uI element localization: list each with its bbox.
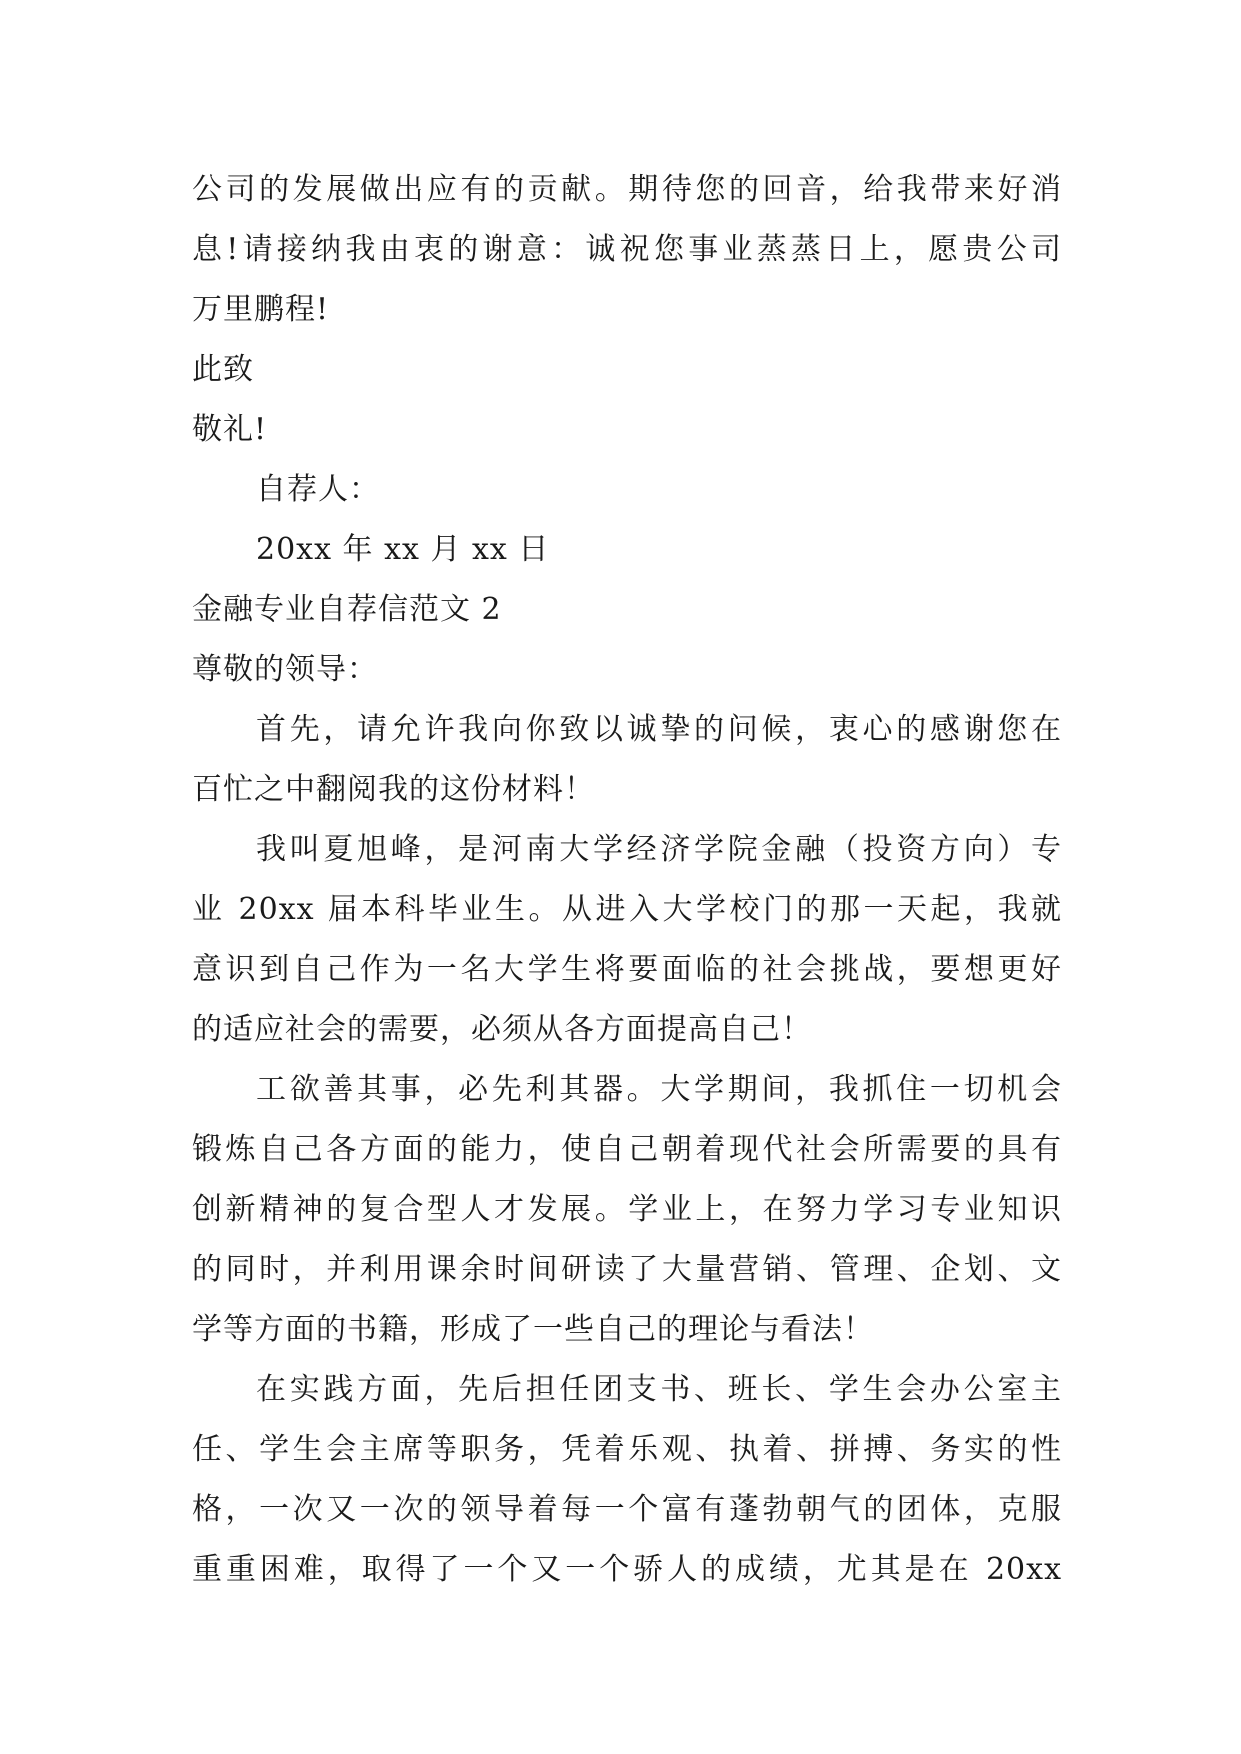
text-line: 公司的发展做出应有的贡献。期待您的回音，给我带来好消 (192, 172, 1062, 207)
closing-salutation: 此致 (192, 352, 254, 387)
text-line: 的适应社会的需要，必须从各方面提高自己！ (192, 1012, 812, 1047)
text-line: 万里鹏程! (192, 292, 330, 327)
text-line: 任、学生会主席等职务，凭着乐观、执着、拼搏、务实的性 (192, 1432, 1062, 1467)
text-line: 首先，请允许我向你致以诚挚的问候，衷心的感谢您在 (256, 712, 1062, 747)
text-line: 在实践方面，先后担任团支书、班长、学生会办公室主 (256, 1372, 1062, 1407)
signature-label: 自荐人： (256, 472, 380, 507)
text-line: 我叫夏旭峰，是河南大学经济学院金融（投资方向）专 (256, 832, 1062, 867)
text-line: 格，一次又一次的领导着每一个富有蓬勃朝气的团体，克服 (192, 1492, 1062, 1527)
text-line: 学等方面的书籍，形成了一些自己的理论与看法！ (192, 1312, 874, 1347)
document-page (192, 160, 1062, 1600)
section-title: 金融专业自荐信范文 2 (192, 592, 502, 627)
signature-date: 20xx 年 xx 月 xx 日 (256, 532, 550, 567)
text-line: 创新精神的复合型人才发展。学业上，在努力学习专业知识 (192, 1192, 1062, 1227)
text-line: 业 20xx 届本科毕业生。从进入大学校门的那一天起，我就 (192, 892, 1062, 927)
text-line: 锻炼自己各方面的能力，使自己朝着现代社会所需要的具有 (192, 1132, 1062, 1167)
text-line: 意识到自己作为一名大学生将要面临的社会挑战，要想更好 (192, 952, 1062, 987)
text-line: 工欲善其事，必先利其器。大学期间，我抓住一切机会 (256, 1072, 1062, 1107)
text-line: 的同时，并利用课余时间研读了大量营销、管理、企划、文 (192, 1252, 1062, 1287)
text-line: 息!请接纳我由衷的谢意：诚祝您事业蒸蒸日上，愿贵公司 (192, 232, 1062, 267)
text-line: 重重困难，取得了一个又一个骄人的成绩，尤其是在 20xx (192, 1552, 1062, 1587)
greeting: 尊敬的领导： (192, 652, 378, 687)
closing-regards: 敬礼! (192, 412, 268, 447)
text-line: 百忙之中翻阅我的这份材料！ (192, 772, 595, 807)
